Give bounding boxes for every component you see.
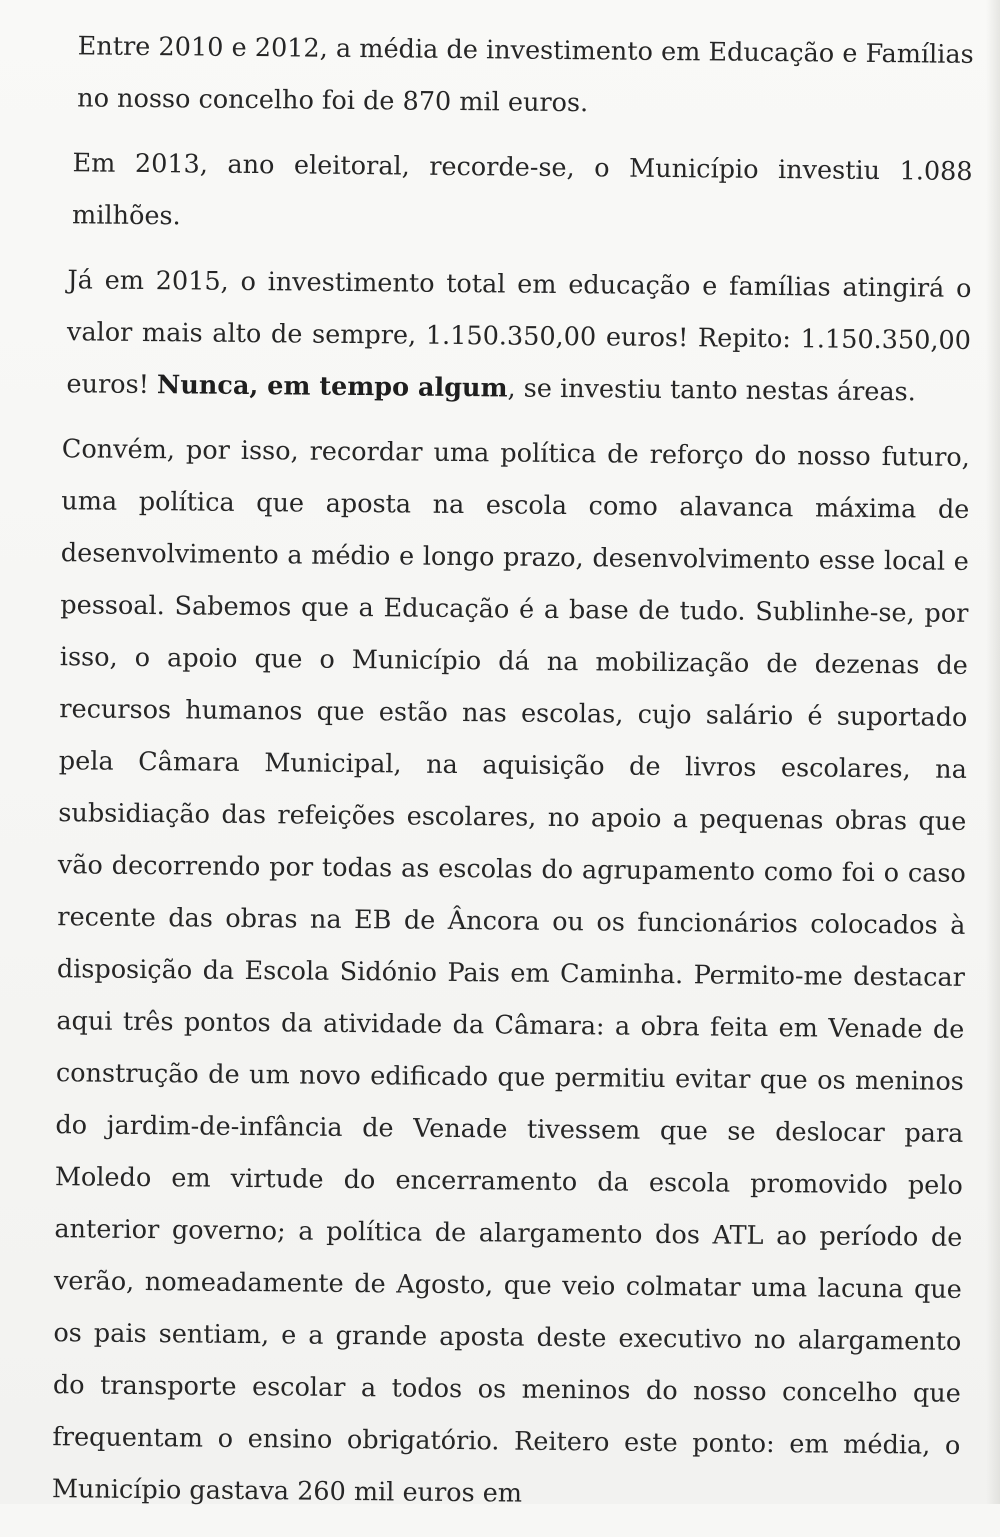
paragraph-2015-tail-text: , se investiu tanto nestas áreas. xyxy=(507,373,916,408)
paragraph-2015-investment xyxy=(40,254,971,419)
paragraph-education-average: Entre 2010 e 2012, a média de investimento em Educação e Famílias no nosso concelho foi de 870 mil euros. xyxy=(77,31,974,119)
paragraph-education-policy: Convém, por isso, recordar uma política de reforço do nosso futuro, uma política que aposta na escola como alavanca máxima de desenvolvimento a médio e longo prazo, desenvolvimento esse local e pessoal. Sabemos que a Educação é a base de tudo. Sublinhe-se, por isso, o apoio que o Município dá na mobilização de dezenas de recursos humanos que estão nas escolas, cujo salário é suportado pela Câmara Municipal, na aquisição de livros escolares, na subsidiação das refeições escolares, no apoio a pequenas obras que vão decorrendo por todas as escolas do agrupamento como foi o caso recente das obras na EB de Âncora ou os funcionários colocados à disposição da Escola Sidónio Pais em Caminha. Permito-me destacar aqui três pontos da atividade da Câmara: a obra feita em Venade de construção de um novo edificado que permitiu evitar que os meninos do jardim-de-infância de Venade tivessem que se deslocar para Moledo em virtude do encerramento da escola promovido pelo anterior governo; a política de alargamento dos ATL ao período de verão, nomeadamente de Agosto, que veio colmatar uma lacuna que os pais sentiam, e a grande aposta deste executivo no alargamento do transporte escolar a todos os meninos do nosso concelho que frequentam o ensino obrigatório. Reitero este ponto: em média, o Município gastava 260 mil euros em xyxy=(51,434,970,1509)
document-body xyxy=(30,20,974,1537)
paragraph-2015-lead-text: Já em 2015, o investimento total em educação e famílias atingirá o valor mais alto de sempre, 1.150.350,00 euros! Repito: 1.150.350,00 euros! xyxy=(66,265,972,401)
paragraph-2013-investment: Em 2013, ano eleitoral, recorde-se, o Município investiu 1.088 milhões. xyxy=(71,148,973,232)
scan-shadow-edge xyxy=(986,0,1000,1504)
emphasis-never-in-time: Nunca, em tempo algum xyxy=(156,370,508,404)
